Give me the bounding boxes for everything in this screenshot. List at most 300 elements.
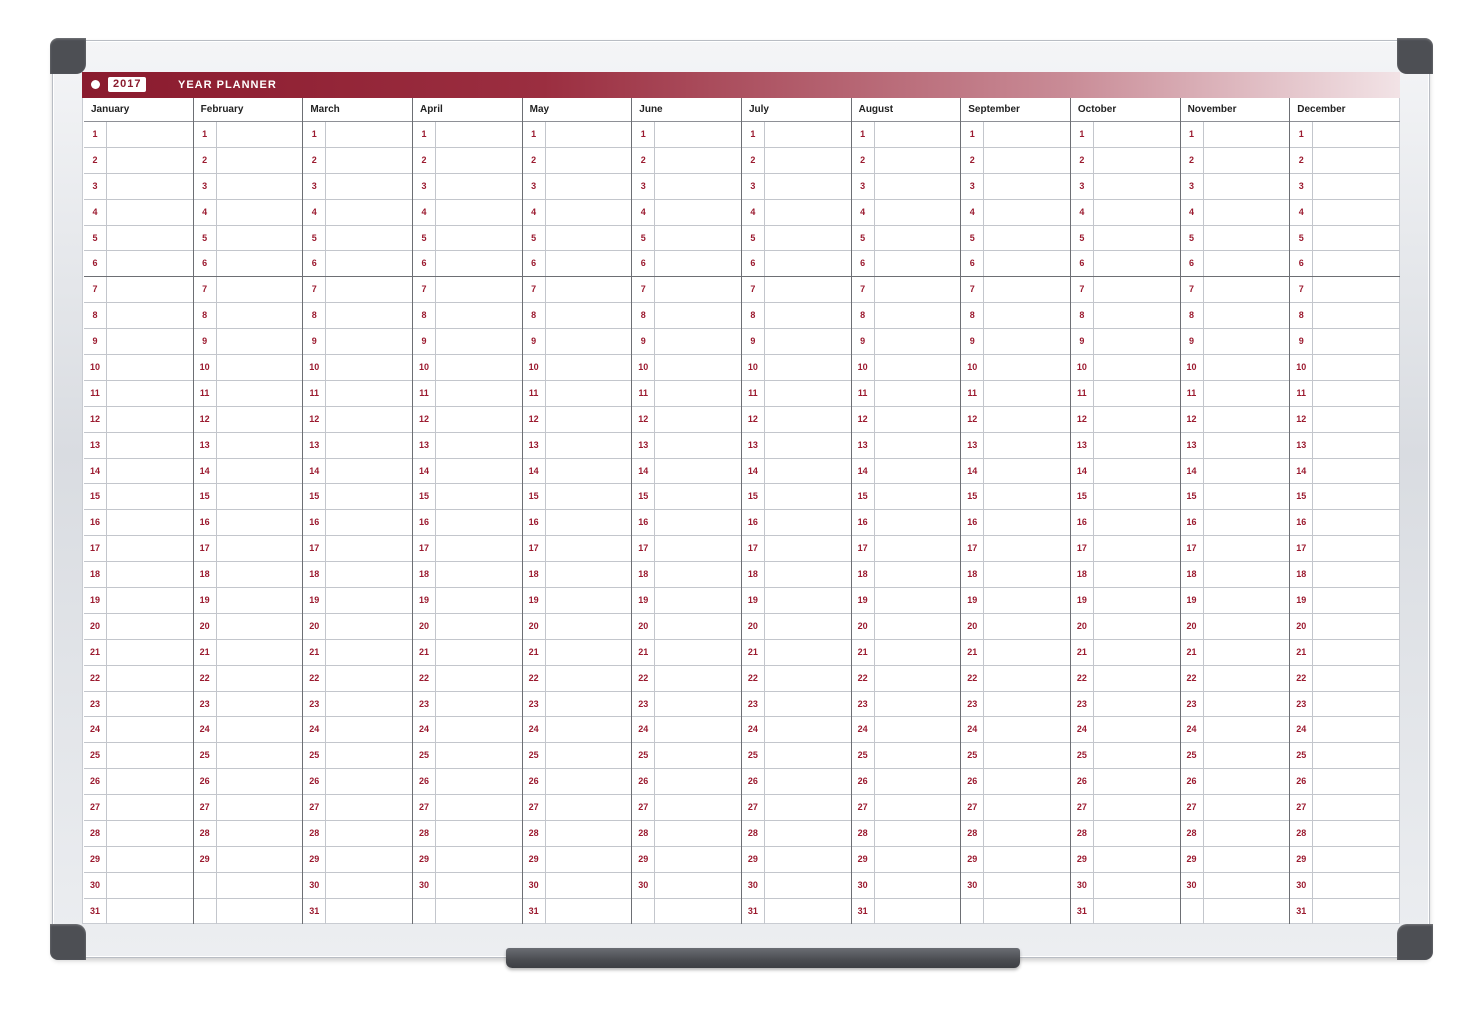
day-row[interactable] [961, 795, 1070, 821]
day-row[interactable] [1071, 381, 1180, 407]
day-row[interactable] [523, 484, 632, 510]
day-row[interactable] [194, 717, 303, 743]
day-row[interactable] [852, 588, 961, 614]
day-row[interactable] [84, 200, 193, 226]
day-row[interactable] [1290, 277, 1400, 303]
day-row[interactable] [1071, 821, 1180, 847]
day-row[interactable] [742, 200, 851, 226]
day-row[interactable] [303, 251, 412, 277]
day-row[interactable] [1181, 200, 1290, 226]
day-row[interactable] [413, 200, 522, 226]
day-row[interactable] [303, 381, 412, 407]
day-row[interactable] [413, 122, 522, 148]
day-row[interactable] [1290, 614, 1400, 640]
day-row[interactable] [1181, 769, 1290, 795]
day-row[interactable] [194, 873, 303, 899]
day-row[interactable] [523, 743, 632, 769]
day-row[interactable] [852, 277, 961, 303]
day-row[interactable] [1071, 459, 1180, 485]
day-row[interactable] [742, 640, 851, 666]
day-row[interactable] [303, 433, 412, 459]
day-row[interactable] [1290, 251, 1400, 277]
day-row[interactable] [1181, 381, 1290, 407]
day-row[interactable] [413, 899, 522, 924]
day-row[interactable] [194, 433, 303, 459]
day-row[interactable] [1071, 717, 1180, 743]
day-row[interactable] [961, 717, 1070, 743]
day-row[interactable] [632, 666, 741, 692]
day-row[interactable] [1290, 407, 1400, 433]
day-row[interactable] [632, 251, 741, 277]
day-row[interactable] [742, 381, 851, 407]
day-row[interactable] [961, 459, 1070, 485]
day-row[interactable] [84, 381, 193, 407]
day-row[interactable] [84, 122, 193, 148]
day-row[interactable] [1071, 536, 1180, 562]
day-row[interactable] [961, 303, 1070, 329]
day-row[interactable] [194, 174, 303, 200]
day-row[interactable] [1071, 510, 1180, 536]
day-row[interactable] [961, 769, 1070, 795]
day-row[interactable] [632, 407, 741, 433]
day-row[interactable] [1290, 692, 1400, 718]
day-row[interactable] [194, 795, 303, 821]
day-row[interactable] [194, 536, 303, 562]
day-row[interactable] [84, 459, 193, 485]
day-row[interactable] [523, 899, 632, 924]
day-row[interactable] [84, 355, 193, 381]
day-row[interactable] [1181, 174, 1290, 200]
day-row[interactable] [84, 614, 193, 640]
day-row[interactable] [413, 821, 522, 847]
day-row[interactable] [84, 277, 193, 303]
day-row[interactable] [1181, 303, 1290, 329]
day-row[interactable] [303, 200, 412, 226]
day-row[interactable] [413, 277, 522, 303]
day-row[interactable] [742, 355, 851, 381]
day-row[interactable] [194, 277, 303, 303]
day-row[interactable] [961, 407, 1070, 433]
day-row[interactable] [1071, 743, 1180, 769]
day-row[interactable] [742, 277, 851, 303]
day-row[interactable] [303, 743, 412, 769]
day-row[interactable] [523, 562, 632, 588]
day-row[interactable] [742, 769, 851, 795]
day-row[interactable] [632, 873, 741, 899]
day-row[interactable] [413, 795, 522, 821]
day-row[interactable] [1290, 899, 1400, 924]
day-row[interactable] [852, 536, 961, 562]
day-row[interactable] [523, 640, 632, 666]
day-row[interactable] [1071, 562, 1180, 588]
day-row[interactable] [742, 329, 851, 355]
day-row[interactable] [1290, 200, 1400, 226]
day-row[interactable] [84, 407, 193, 433]
day-row[interactable] [523, 536, 632, 562]
day-row[interactable] [961, 355, 1070, 381]
day-row[interactable] [1290, 355, 1400, 381]
day-row[interactable] [1181, 873, 1290, 899]
day-row[interactable] [1290, 226, 1400, 252]
day-row[interactable] [742, 692, 851, 718]
day-row[interactable] [523, 303, 632, 329]
day-row[interactable] [523, 277, 632, 303]
day-row[interactable] [1290, 122, 1400, 148]
day-row[interactable] [523, 355, 632, 381]
day-row[interactable] [303, 226, 412, 252]
day-row[interactable] [194, 899, 303, 924]
day-row[interactable] [961, 743, 1070, 769]
day-row[interactable] [961, 484, 1070, 510]
day-row[interactable] [1290, 329, 1400, 355]
day-row[interactable] [1071, 873, 1180, 899]
day-row[interactable] [1071, 588, 1180, 614]
day-row[interactable] [852, 407, 961, 433]
day-row[interactable] [1290, 148, 1400, 174]
day-row[interactable] [1071, 303, 1180, 329]
day-row[interactable] [303, 562, 412, 588]
day-row[interactable] [303, 355, 412, 381]
day-row[interactable] [852, 795, 961, 821]
day-row[interactable] [632, 200, 741, 226]
day-row[interactable] [413, 329, 522, 355]
day-row[interactable] [84, 588, 193, 614]
day-row[interactable] [742, 562, 851, 588]
day-row[interactable] [413, 226, 522, 252]
day-row[interactable] [523, 795, 632, 821]
day-row[interactable] [523, 588, 632, 614]
day-row[interactable] [1181, 743, 1290, 769]
day-row[interactable] [413, 251, 522, 277]
day-row[interactable] [632, 614, 741, 640]
day-row[interactable] [1290, 303, 1400, 329]
day-row[interactable] [194, 329, 303, 355]
day-row[interactable] [852, 692, 961, 718]
day-row[interactable] [852, 174, 961, 200]
day-row[interactable] [303, 769, 412, 795]
day-row[interactable] [523, 717, 632, 743]
day-row[interactable] [1290, 536, 1400, 562]
day-row[interactable] [1181, 148, 1290, 174]
day-row[interactable] [413, 510, 522, 536]
day-row[interactable] [742, 407, 851, 433]
day-row[interactable] [523, 226, 632, 252]
day-row[interactable] [852, 873, 961, 899]
day-row[interactable] [523, 407, 632, 433]
day-row[interactable] [1290, 433, 1400, 459]
day-row[interactable] [413, 407, 522, 433]
day-row[interactable] [1181, 277, 1290, 303]
day-row[interactable] [303, 510, 412, 536]
day-row[interactable] [194, 226, 303, 252]
day-row[interactable] [84, 510, 193, 536]
day-row[interactable] [84, 847, 193, 873]
day-row[interactable] [303, 484, 412, 510]
day-row[interactable] [1290, 588, 1400, 614]
day-row[interactable] [523, 873, 632, 899]
day-row[interactable] [84, 536, 193, 562]
day-row[interactable] [523, 174, 632, 200]
day-row[interactable] [1181, 459, 1290, 485]
day-row[interactable] [413, 873, 522, 899]
day-row[interactable] [1071, 666, 1180, 692]
day-row[interactable] [1181, 226, 1290, 252]
day-row[interactable] [303, 277, 412, 303]
day-row[interactable] [303, 303, 412, 329]
day-row[interactable] [523, 433, 632, 459]
day-row[interactable] [1290, 459, 1400, 485]
day-row[interactable] [84, 769, 193, 795]
day-row[interactable] [961, 329, 1070, 355]
day-row[interactable] [413, 743, 522, 769]
day-row[interactable] [742, 510, 851, 536]
day-row[interactable] [413, 148, 522, 174]
day-row[interactable] [413, 174, 522, 200]
day-row[interactable] [961, 433, 1070, 459]
day-row[interactable] [1181, 899, 1290, 924]
day-row[interactable] [303, 666, 412, 692]
day-row[interactable] [852, 484, 961, 510]
day-row[interactable] [852, 433, 961, 459]
day-row[interactable] [1290, 743, 1400, 769]
day-row[interactable] [1181, 847, 1290, 873]
day-row[interactable] [1071, 847, 1180, 873]
day-row[interactable] [632, 459, 741, 485]
day-row[interactable] [742, 122, 851, 148]
day-row[interactable] [194, 743, 303, 769]
day-row[interactable] [194, 200, 303, 226]
day-row[interactable] [742, 717, 851, 743]
day-row[interactable] [84, 873, 193, 899]
day-row[interactable] [742, 666, 851, 692]
day-row[interactable] [413, 588, 522, 614]
day-row[interactable] [961, 847, 1070, 873]
day-row[interactable] [1181, 355, 1290, 381]
day-row[interactable] [84, 743, 193, 769]
day-row[interactable] [632, 536, 741, 562]
day-row[interactable] [84, 795, 193, 821]
day-row[interactable] [1181, 692, 1290, 718]
day-row[interactable] [84, 433, 193, 459]
day-row[interactable] [1071, 122, 1180, 148]
day-row[interactable] [961, 692, 1070, 718]
day-row[interactable] [852, 148, 961, 174]
day-row[interactable] [84, 821, 193, 847]
day-row[interactable] [1290, 666, 1400, 692]
day-row[interactable] [852, 717, 961, 743]
day-row[interactable] [1071, 251, 1180, 277]
day-row[interactable] [632, 899, 741, 924]
day-row[interactable] [523, 200, 632, 226]
day-row[interactable] [852, 200, 961, 226]
day-row[interactable] [84, 329, 193, 355]
day-row[interactable] [194, 407, 303, 433]
day-row[interactable] [632, 510, 741, 536]
day-row[interactable] [632, 847, 741, 873]
day-row[interactable] [1290, 640, 1400, 666]
day-row[interactable] [1181, 562, 1290, 588]
day-row[interactable] [413, 433, 522, 459]
day-row[interactable] [742, 536, 851, 562]
day-row[interactable] [961, 226, 1070, 252]
day-row[interactable] [84, 303, 193, 329]
day-row[interactable] [413, 769, 522, 795]
day-row[interactable] [194, 303, 303, 329]
day-row[interactable] [961, 821, 1070, 847]
day-row[interactable] [742, 588, 851, 614]
day-row[interactable] [1290, 821, 1400, 847]
day-row[interactable] [632, 588, 741, 614]
day-row[interactable] [632, 433, 741, 459]
day-row[interactable] [194, 122, 303, 148]
day-row[interactable] [523, 510, 632, 536]
day-row[interactable] [742, 821, 851, 847]
day-row[interactable] [1181, 329, 1290, 355]
day-row[interactable] [1181, 510, 1290, 536]
day-row[interactable] [961, 899, 1070, 924]
day-row[interactable] [303, 873, 412, 899]
day-row[interactable] [852, 666, 961, 692]
day-row[interactable] [632, 692, 741, 718]
day-row[interactable] [1071, 433, 1180, 459]
day-row[interactable] [1181, 588, 1290, 614]
day-row[interactable] [303, 329, 412, 355]
day-row[interactable] [852, 303, 961, 329]
day-row[interactable] [852, 355, 961, 381]
day-row[interactable] [523, 692, 632, 718]
day-row[interactable] [632, 640, 741, 666]
day-row[interactable] [1071, 174, 1180, 200]
day-row[interactable] [84, 562, 193, 588]
day-row[interactable] [523, 821, 632, 847]
day-row[interactable] [303, 640, 412, 666]
day-row[interactable] [632, 484, 741, 510]
day-row[interactable] [194, 588, 303, 614]
day-row[interactable] [194, 148, 303, 174]
day-row[interactable] [84, 148, 193, 174]
day-row[interactable] [852, 769, 961, 795]
day-row[interactable] [742, 226, 851, 252]
day-row[interactable] [1181, 407, 1290, 433]
day-row[interactable] [84, 899, 193, 924]
day-row[interactable] [84, 717, 193, 743]
day-row[interactable] [961, 510, 1070, 536]
day-row[interactable] [852, 640, 961, 666]
day-row[interactable] [1181, 821, 1290, 847]
day-row[interactable] [1181, 795, 1290, 821]
day-row[interactable] [84, 484, 193, 510]
day-row[interactable] [303, 407, 412, 433]
day-row[interactable] [413, 692, 522, 718]
day-row[interactable] [632, 795, 741, 821]
day-row[interactable] [1071, 640, 1180, 666]
day-row[interactable] [1290, 562, 1400, 588]
day-row[interactable] [523, 329, 632, 355]
day-row[interactable] [1181, 122, 1290, 148]
day-row[interactable] [303, 459, 412, 485]
day-row[interactable] [1290, 381, 1400, 407]
day-row[interactable] [84, 692, 193, 718]
day-row[interactable] [961, 666, 1070, 692]
day-row[interactable] [1181, 717, 1290, 743]
day-row[interactable] [303, 174, 412, 200]
day-row[interactable] [523, 769, 632, 795]
day-row[interactable] [961, 640, 1070, 666]
day-row[interactable] [413, 303, 522, 329]
day-row[interactable] [632, 769, 741, 795]
day-row[interactable] [852, 251, 961, 277]
day-row[interactable] [1071, 614, 1180, 640]
day-row[interactable] [1071, 899, 1180, 924]
day-row[interactable] [413, 355, 522, 381]
day-row[interactable] [961, 277, 1070, 303]
day-row[interactable] [194, 847, 303, 873]
day-row[interactable] [1071, 200, 1180, 226]
day-row[interactable] [1181, 666, 1290, 692]
day-row[interactable] [742, 847, 851, 873]
day-row[interactable] [1181, 614, 1290, 640]
day-row[interactable] [84, 666, 193, 692]
day-row[interactable] [194, 821, 303, 847]
day-row[interactable] [1181, 433, 1290, 459]
day-row[interactable] [1181, 484, 1290, 510]
day-row[interactable] [1181, 251, 1290, 277]
day-row[interactable] [632, 174, 741, 200]
day-row[interactable] [852, 226, 961, 252]
day-row[interactable] [742, 251, 851, 277]
day-row[interactable] [1071, 484, 1180, 510]
day-row[interactable] [742, 743, 851, 769]
day-row[interactable] [742, 433, 851, 459]
day-row[interactable] [632, 329, 741, 355]
day-row[interactable] [194, 484, 303, 510]
day-row[interactable] [742, 174, 851, 200]
day-row[interactable] [1071, 355, 1180, 381]
day-row[interactable] [303, 899, 412, 924]
day-row[interactable] [413, 640, 522, 666]
day-row[interactable] [1071, 226, 1180, 252]
day-row[interactable] [852, 614, 961, 640]
day-row[interactable] [413, 614, 522, 640]
day-row[interactable] [303, 847, 412, 873]
day-row[interactable] [303, 148, 412, 174]
day-row[interactable] [194, 355, 303, 381]
day-row[interactable] [413, 717, 522, 743]
day-row[interactable] [1290, 847, 1400, 873]
day-row[interactable] [413, 847, 522, 873]
day-row[interactable] [523, 148, 632, 174]
day-row[interactable] [1071, 769, 1180, 795]
day-row[interactable] [742, 614, 851, 640]
day-row[interactable] [632, 381, 741, 407]
day-row[interactable] [1181, 536, 1290, 562]
day-row[interactable] [632, 562, 741, 588]
day-row[interactable] [632, 148, 741, 174]
day-row[interactable] [84, 226, 193, 252]
day-row[interactable] [961, 174, 1070, 200]
day-row[interactable] [84, 174, 193, 200]
day-row[interactable] [303, 821, 412, 847]
day-row[interactable] [852, 329, 961, 355]
day-row[interactable] [194, 614, 303, 640]
day-row[interactable] [1071, 148, 1180, 174]
day-row[interactable] [194, 692, 303, 718]
day-row[interactable] [194, 562, 303, 588]
day-row[interactable] [632, 821, 741, 847]
day-row[interactable] [194, 666, 303, 692]
day-row[interactable] [632, 122, 741, 148]
day-row[interactable] [852, 510, 961, 536]
